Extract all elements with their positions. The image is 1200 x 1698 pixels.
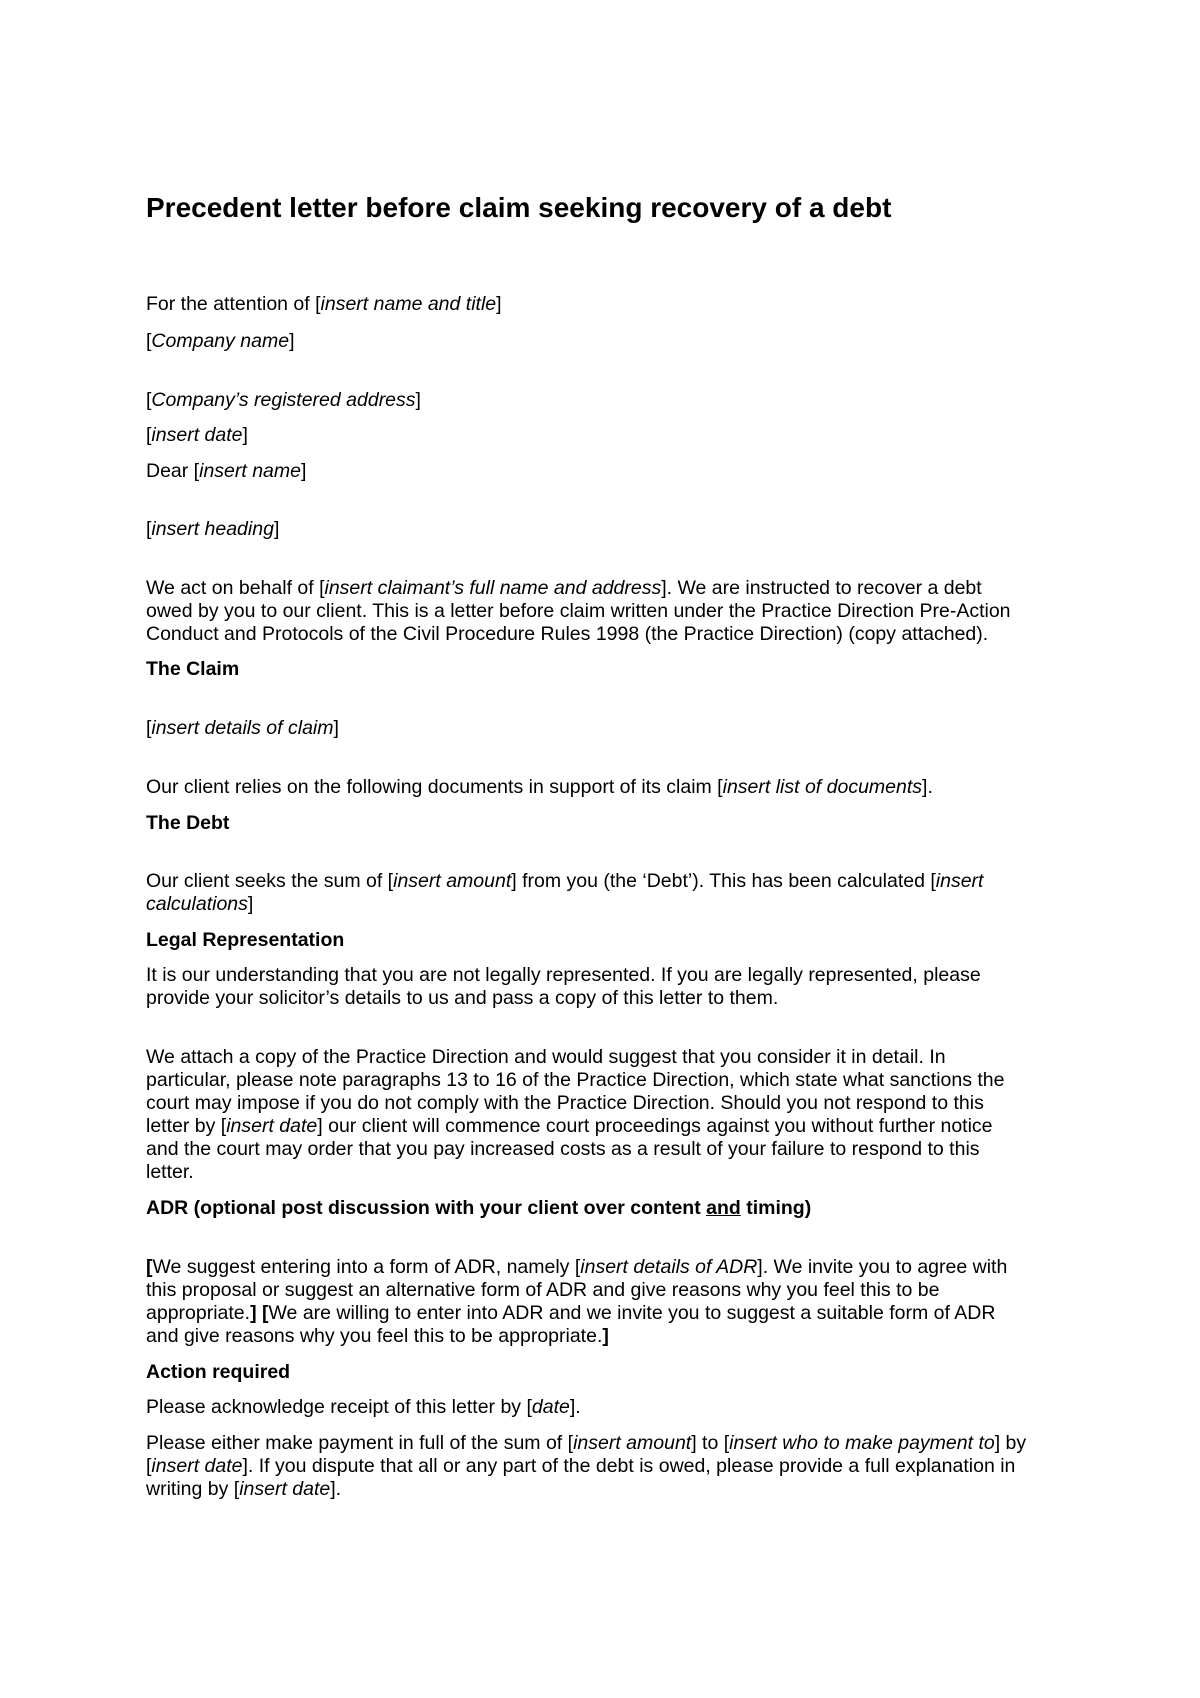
acknowledge-paragraph: Please acknowledge receipt of this letter by [date]. [146, 1396, 581, 1418]
claim-heading: The Claim [146, 658, 240, 680]
claim-details: [insert details of claim] [146, 717, 339, 739]
date-line: [insert date] [146, 424, 248, 446]
heading-placeholder: [insert heading] [146, 518, 280, 540]
company-address-line: [Company’s registered address] [146, 389, 421, 411]
documents-paragraph: Our client relies on the following documents in support of its claim [insert list of documents]. [146, 776, 933, 798]
attention-line: For the attention of [insert name and title] [146, 293, 502, 315]
company-name-line: [Company name] [146, 330, 295, 352]
legal-representation-heading: Legal Representation [146, 929, 345, 951]
debt-heading: The Debt [146, 812, 230, 834]
letter-page: Precedent letter before claim seeking recovery of a debt For the attention of [insert name and title] [Company name] [Company’s registered address] [insert date] Dear [insert name] [insert heading] We act on behalf of [insert claimant’s full name and address]. We are instructed to recover a debt owed by you to our client. This is a letter before claim written under the Practice Direction Pre-Action Conduct and Protocols of the Civil Procedure Rules 1998 (the Practice Direction) (copy attached). The Claim [insert details of claim] Our client relies on the following documents in support of its claim [insert list of documents]. The Debt Our client seeks the sum of [insert amount] from you (the ‘Debt’). This has been calculated [insert calculations] Legal Representation It is our understanding that you are not legally represented. If you are legally represented, please provide your solicitor’s details to us and pass a copy of this letter to them. We attach a copy of the Practice Direction and would suggest that you consider it in detail. In particular, please note paragraphs 13 to 16 of the Practice Direction, which state what sanctions the court may impose if you do not comply with the Practice Direction. Should you not respond to this letter by [insert date] our client will commence court proceedings against you without further notice and the court may order that you pay increased costs as a result of your failure to respond to this letter. ADR (optional post discussion with your client over content and timing) [We suggest entering into a form of ADR, namely [insert details of ADR]. We invite you to agree with this proposal or suggest an alternative form of ADR and give reasons why you feel this to be appropriate.] [We are willing to enter into ADR and we invite you to suggest a suitable form of ADR and give reasons why you feel this to be appropriate.] Action required Please acknowledge receipt of this letter by [date]. Please either make payment in full of the sum of [insert amount] to [insert who to make payment to] by [insert date]. If you dispute that all or any part of the debt is owed, please provide a full explanation in writing by [insert date]. [0, 0, 1200, 1698]
action-required-heading: Action required [146, 1361, 291, 1383]
adr-heading: ADR (optional post discussion with your client over content and timing) [146, 1197, 812, 1219]
salutation: Dear [insert name] [146, 460, 307, 482]
document-title: Precedent letter before claim seeking recovery of a debt [146, 192, 892, 223]
